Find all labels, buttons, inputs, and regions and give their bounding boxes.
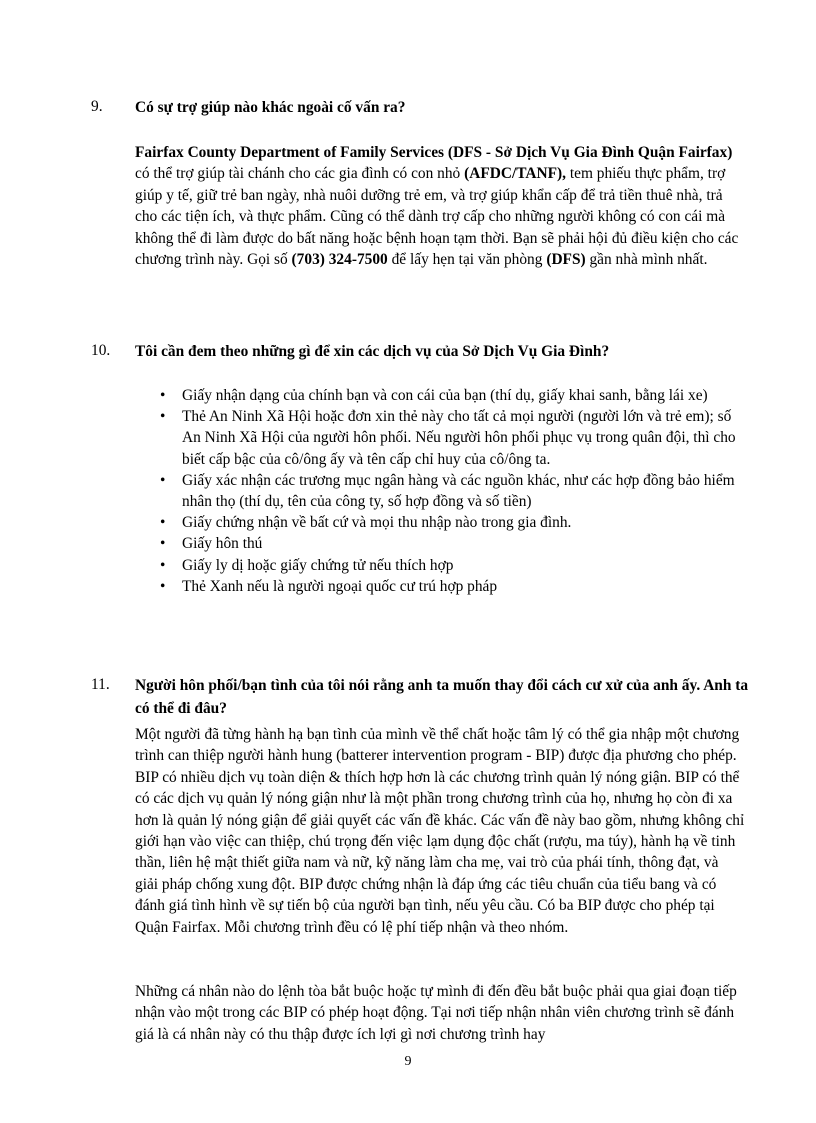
list-item: • Giấy ly dị hoặc giấy chứng tử nếu thích hợp	[135, 555, 745, 576]
question-9-answer	[135, 142, 745, 270]
list-item: • Giấy chứng nhận về bất cứ và mọi thu nhập nào trong gia đình.	[135, 512, 745, 533]
bullet-icon: •	[160, 471, 166, 489]
office-abbreviation: (DFS)	[546, 251, 586, 269]
question-11-paragraph-1: Một người đã từng hành hạ bạn tình của mình về thể chất hoặc tâm lý có thể gia nhập một chương trình can thiệp người hành hung (batterer intervention program - BIP) được địa phương cho phép. BIP có nhiều dịch vụ toàn diện & thích hợp hơn là các chương trình quản lý nóng giận. BIP có thể có các dịch vụ quản lý nóng giận như là một phần trong chương trình của họ, nhưng họ còn đi xa hơn là quản lý nóng giận để giải quyết các vấn đề khác. Các vấn đề này bao gồm, nhưng không chỉ giới hạn vào việc can thiệp, chú trọng đến việc lạm dụng độc chất (rượu, ma túy), hành hạ về tinh thần, liên hệ mật thiết giữa nam và nữ, kỹ năng làm cha mẹ, vai trò của phái tính, thông đạt, và giải pháp chống xung đột. BIP được chứng nhận là đáp ứng các tiêu chuẩn của tiểu bang và có đánh giá tình hình về sự tiến bộ của người bạn tình, nếu yêu cầu. Có ba BIP được cho phép tại Quận Fairfax. Mỗi chương trình đều có lệ phí tiếp nhận và theo nhóm.	[135, 726, 745, 936]
answer-text: gần nhà mình nhất.	[585, 251, 708, 269]
dfs-organization-name: Fairfax County Department of Family Services (DFS - Sở Dịch Vụ Gia Đình Quận Fairfax)	[135, 144, 733, 161]
bullet-icon: •	[160, 408, 166, 426]
question-10-number: 10.	[91, 342, 111, 359]
list-item: • Thẻ An Ninh Xã Hội hoặc đơn xin thẻ này cho tất cả mọi người (người lớn và trẻ em); số An Ninh Xã Hội của người hôn phối. Nếu người hôn phối phục vụ trong quân đội, thì cho biết cấp bậc của cô/ông ấy và tên cấp chỉ huy của cô/ông ta.	[160, 408, 736, 468]
answer-text: có thể trợ giúp tài chánh cho các gia đình có con nhỏ	[135, 165, 465, 183]
list-item: • Giấy xác nhận các trương mục ngân hàng và các nguồn khác, như các hợp đồng bảo hiểm nhân thọ (thí dụ, tên của công ty, số hợp đồng và số tiền)	[160, 471, 735, 511]
question-11-paragraph-2: Những cá nhân nào do lệnh tòa bắt buộc hoặc tự mình đi đến đều bắt buộc phải qua giai đoạn tiếp nhận vào một trong các BIP có phép hoạt động. Tại nơi tiếp nhận nhân viên chương trình sẽ đánh giá là cá nhân này có thu thập được ích lợi gì nơi chương trình hay	[135, 983, 737, 1043]
bullet-icon: •	[160, 556, 166, 574]
list-item: • Thẻ Xanh nếu là người ngoại quốc cư trú hợp pháp	[135, 576, 745, 597]
phone-number: (703) 324-7500	[291, 251, 388, 269]
page-number: 9	[404, 1054, 412, 1069]
question-9-title: Có sự trợ giúp nào khác ngoài cố vấn ra?	[135, 99, 406, 116]
list-item: • Giấy hôn thú	[135, 533, 745, 554]
answer-text: để lấy hẹn tại văn phòng	[387, 251, 547, 269]
bullet-icon: •	[160, 387, 166, 404]
bullet-icon: •	[160, 577, 166, 595]
required-documents-list	[135, 385, 745, 597]
question-11-number: 11.	[91, 676, 110, 693]
question-9-number: 9.	[91, 98, 103, 115]
bullet-icon: •	[160, 535, 166, 553]
answer-text: tem phiếu thực phẩm, trợ giúp y tế, giữ trẻ ban ngày, nhà nuôi dưỡng trẻ em, và trợ giúp khẩn cấp để trả tiền thuê nhà, trả cho các tiện ích, và thực phẩm. Cũng có thể dành trợ cấp cho những người không có con cái mà không thể đi làm được do bất năng hoặc bệnh hoạn tạm thời. Bạn sẽ phải hội đủ điều kiện cho các chương trình này. Gọi số	[135, 165, 739, 269]
list-item: • Giấy nhận dạng của chính bạn và con cái của bạn (thí dụ, giấy khai sanh, bằng lái xe)	[135, 385, 745, 406]
question-11-title: Người hôn phối/bạn tình của tôi nói rằng anh ta muốn thay đổi cách cư xử của anh ấy. Anh ta có thể đi đâu?	[135, 677, 749, 717]
bullet-icon: •	[160, 514, 166, 532]
program-names: (AFDC/TANF),	[464, 165, 566, 183]
question-10-title: Tôi cần đem theo những gì để xin các dịch vụ của Sở Dịch Vụ Gia Đình?	[135, 343, 610, 360]
